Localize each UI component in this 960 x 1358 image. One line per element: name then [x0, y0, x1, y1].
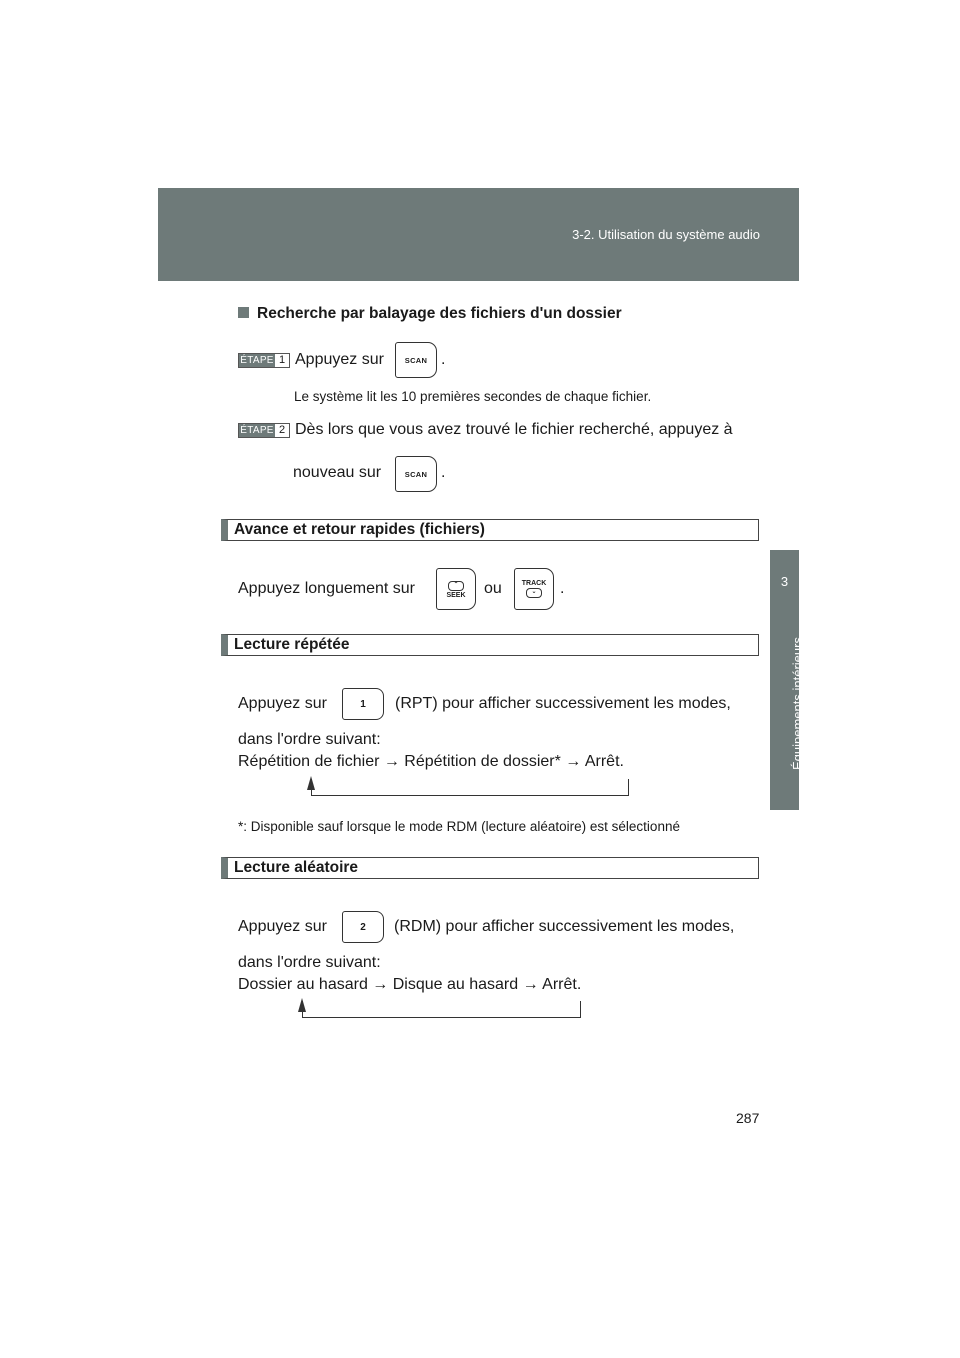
fast-or: ou [484, 580, 502, 597]
scan-subheading-text: Recherche par balayage des fichiers d'un dossier [257, 305, 622, 322]
chapter-number: 3 [780, 574, 789, 589]
step-badge-label: ÉTAPE [240, 355, 274, 366]
repeat-text-after: (RPT) pour afficher successivement les modes, [395, 695, 731, 712]
preset-1-label: 1 [360, 698, 366, 710]
seek-arrow-icon: ⌃ [448, 581, 464, 591]
square-bullet-icon [238, 307, 249, 318]
step-2-period: . [441, 464, 446, 481]
fast-section-heading: Avance et retour rapides (fichiers) [221, 519, 759, 541]
preset-1-button [342, 688, 384, 720]
track-arrow-icon: ⌄ [526, 588, 542, 598]
fast-period: . [560, 580, 565, 597]
step-1-badge [238, 353, 290, 368]
loop-arrow-icon [307, 776, 315, 790]
step-2-text-line1: Dès lors que vous avez trouvé le fichier recherché, appuyez à [295, 421, 733, 438]
random-loop-line [302, 1001, 581, 1018]
repeat-sequence: Répétition de fichier → Répétition de dossier* → Arrêt. [238, 753, 624, 770]
step-1-note: Le système lit les 10 premières secondes de chaque fichier. [294, 389, 652, 404]
track-button [514, 568, 554, 610]
repeat-section-heading: Lecture répétée [221, 634, 759, 656]
repeat-loop-line [311, 779, 629, 796]
chapter-label: Équipements intérieurs [790, 637, 805, 770]
random-sequence: Dossier au hasard → Disque au hasard → Arrêt. [238, 976, 582, 993]
scan-button-label: SCAN [404, 469, 428, 479]
step-1-text: Appuyez sur [295, 351, 384, 368]
repeat-line2: dans l'ordre suivant: [238, 731, 381, 748]
fast-text: Appuyez longuement sur [238, 580, 415, 597]
scan-button-label: SCAN [404, 355, 428, 365]
preset-2-button [342, 911, 384, 943]
repeat-text-before: Appuyez sur [238, 695, 327, 712]
scan-button [395, 342, 437, 378]
loop-arrow-icon [298, 998, 306, 1012]
random-text-before: Appuyez sur [238, 918, 327, 935]
step-2-text-line2: nouveau sur [293, 464, 382, 481]
random-text-after: (RDM) pour afficher successivement les modes, [394, 918, 735, 935]
step-badge-label: ÉTAPE [240, 425, 274, 436]
page-number: 287 [736, 1110, 760, 1126]
random-line2: dans l'ordre suivant: [238, 954, 381, 971]
scan-button [395, 456, 437, 492]
repeat-footnote: *: Disponible sauf lorsque le mode RDM (lecture aléatoire) est sélectionné [238, 819, 680, 834]
step-1-period: . [441, 351, 446, 368]
seek-button-label: SEEK [446, 591, 466, 599]
step-2-badge [238, 423, 290, 438]
seek-button [436, 568, 476, 610]
random-section-heading: Lecture aléatoire [221, 857, 759, 879]
track-button-label: TRACK [521, 579, 547, 587]
scan-subheading [238, 305, 622, 323]
preset-2-label: 2 [360, 921, 366, 933]
step-badge-number: 1 [275, 354, 289, 367]
breadcrumb: 3-2. Utilisation du système audio [572, 227, 760, 242]
step-badge-number: 2 [275, 424, 289, 437]
